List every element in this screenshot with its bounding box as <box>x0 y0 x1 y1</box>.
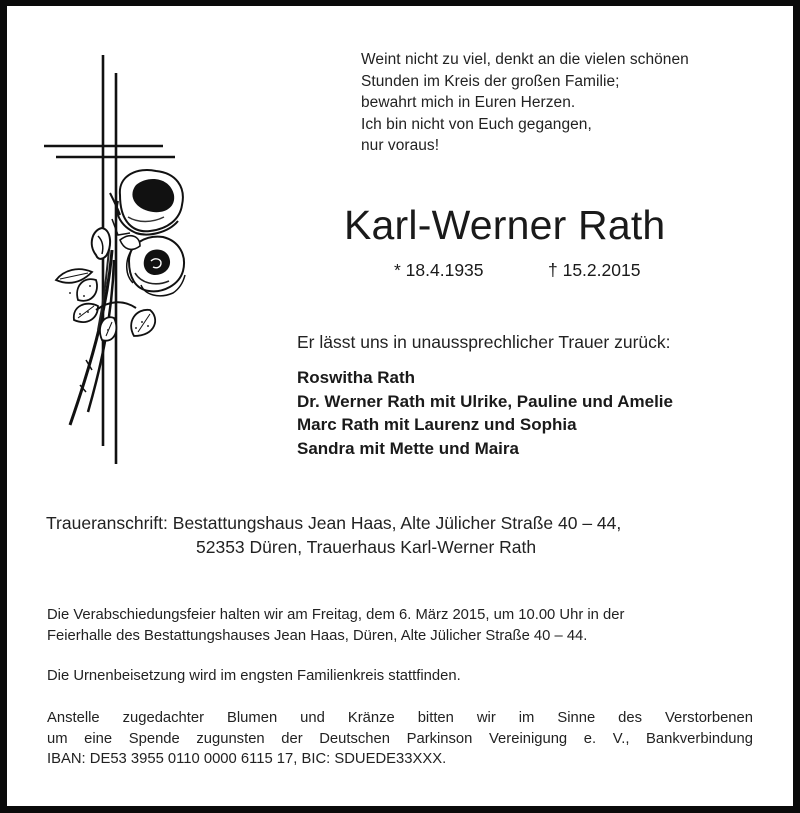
family-list <box>297 366 673 460</box>
poem-line: bewahrt mich in Euren Herzen. <box>361 94 576 111</box>
donation-paragraph <box>47 708 753 770</box>
donation-line: Anstelle zugedachter Blumen und Kränze bitten wir im Sinne des Verstorbenen <box>47 710 753 726</box>
family-member: Roswitha Rath <box>297 368 416 387</box>
birth-date: * 18.4.1935 <box>394 260 484 280</box>
mourning-address <box>46 511 622 557</box>
ceremony-line: Die Verabschiedungsfeier halten wir am Freitag, dem 6. März 2015, um 10.00 Uhr in der <box>47 607 625 623</box>
poem-line: Weint nicht zu viel, denkt an die vielen schönen <box>361 51 689 68</box>
donation-line: um eine Spende zugunsten der Deutschen Parkinson Vereinigung e. V., Bankverbindung <box>47 730 753 747</box>
burial-paragraph <box>47 666 753 687</box>
burial-line: Die Urnenbeisetzung wird im engsten Familienkreis stattfinden. <box>47 668 461 684</box>
poem-line: Stunden im Kreis der großen Familie; <box>361 72 620 90</box>
family-member: Dr. Werner Rath mit Ulrike, Pauline und Amelie <box>297 391 673 411</box>
donation-line: IBAN: DE53 3955 0110 0000 6115 17, BIC: SDUEDE33XXX. <box>47 751 447 767</box>
death-date: † 15.2.2015 <box>548 260 641 280</box>
ceremony-paragraph <box>47 605 753 646</box>
family-member: Marc Rath mit Laurenz und Sophia <box>297 415 577 434</box>
address-line-2: 52353 Düren, Trauerhaus Karl-Werner Rath <box>196 537 537 557</box>
family-member: Sandra mit Mette und Maira <box>297 438 519 458</box>
poem-line: Ich bin nicht von Euch gegangen, <box>361 115 592 133</box>
address-line-1: Bestattungshaus Jean Haas, Alte Jülicher Straße 40 – 44, <box>172 513 622 533</box>
ceremony-line: Feierhalle des Bestattungshauses Jean Haas, Düren, Alte Jülicher Straße 40 – 44. <box>47 627 588 644</box>
poem <box>361 49 689 157</box>
deceased-name: Karl-Werner Rath <box>344 202 666 248</box>
address-label: Traueranschrift: <box>46 513 168 533</box>
mourners-intro: Er lässt uns in unaussprechlicher Trauer zurück: <box>297 332 671 352</box>
poem-line: nur voraus! <box>361 137 440 154</box>
